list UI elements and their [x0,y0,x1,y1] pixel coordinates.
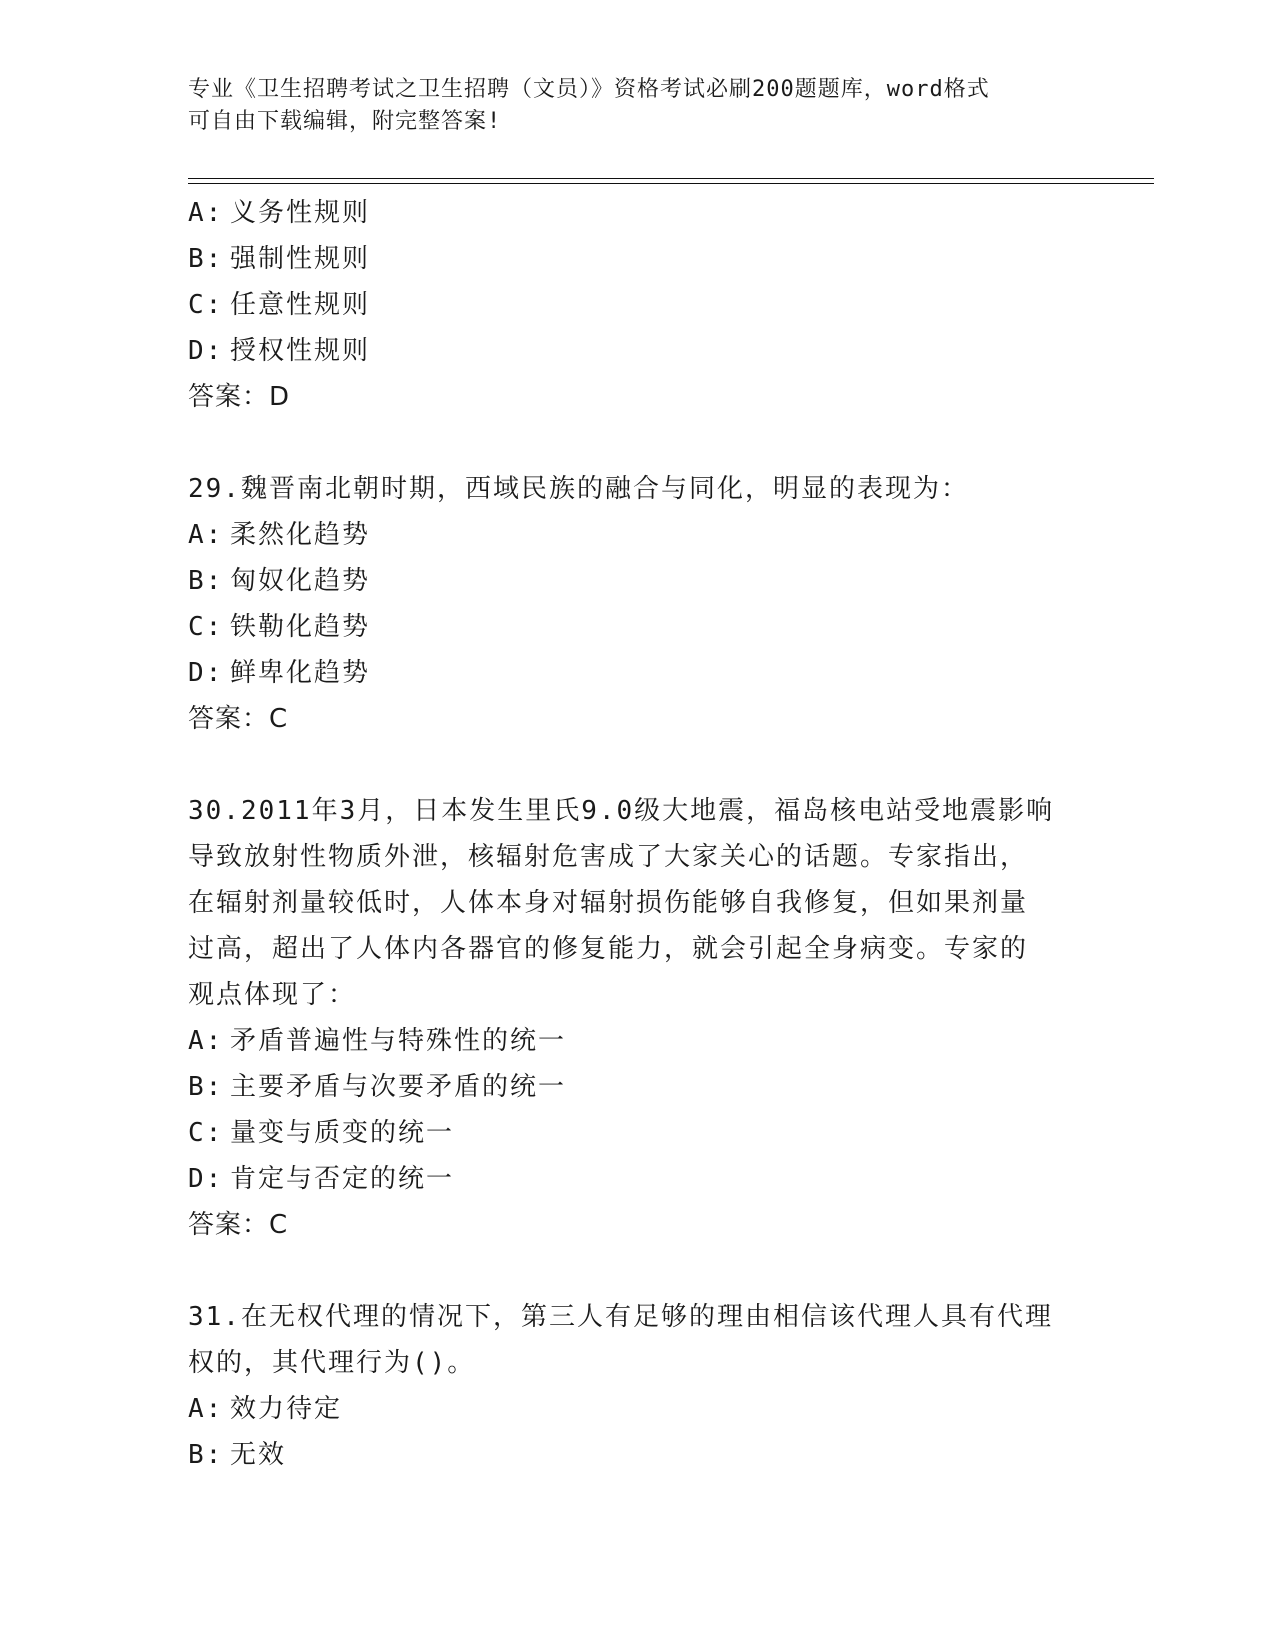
option-a: A: 效力待定 [188,1394,343,1424]
option-a: A: 矛盾普遍性与特殊性的统一 [188,1026,567,1056]
spacer [188,420,1088,466]
option-b: B: 匈奴化趋势 [188,566,371,596]
option-c: C: 任意性规则 [188,290,371,320]
option-d: D: 鲜卑化趋势 [188,658,371,688]
question-31 [188,1294,1088,1478]
question-text: 权的，其代理行为()。 [188,1348,476,1378]
document-header [188,74,1088,138]
question-text: 30.2011年3月，日本发生里氏9.0级大地震，福岛核电站受地震影响 [188,796,1055,826]
question-text: 在辐射剂量较低时，人体本身对辐射损伤能够自我修复，但如果剂量 [188,888,1029,918]
option-a: A: 义务性规则 [188,198,371,228]
header-rule-bottom [188,183,1154,184]
question-list [188,190,1088,1478]
header-line-2: 可自由下载编辑，附完整答案! [188,109,502,134]
option-c: C: 铁勒化趋势 [188,612,371,642]
option-d: D: 授权性规则 [188,336,371,366]
spacer [188,742,1088,788]
question-text: 29.魏晋南北朝时期，西域民族的融合与同化，明显的表现为： [188,474,969,504]
option-a: A: 柔然化趋势 [188,520,371,550]
option-b: B: 主要矛盾与次要矛盾的统一 [188,1072,567,1102]
option-d: D: 肯定与否定的统一 [188,1164,455,1194]
question-text: 观点体现了： [188,980,357,1010]
option-b: B: 强制性规则 [188,244,371,274]
option-b: B: 无效 [188,1440,287,1470]
header-rule-top [188,178,1154,179]
answer: 答案：C [188,1210,289,1240]
answer: 答案：C [188,704,289,734]
question-text: 过高，超出了人体内各器官的修复能力，就会引起全身病变。专家的 [188,934,1029,964]
question-29 [188,466,1088,742]
question-text: 31.在无权代理的情况下，第三人有足够的理由相信该代理人具有代理 [188,1302,1053,1332]
answer: 答案：D [188,382,291,412]
spacer [188,1248,1088,1294]
question-text: 导致放射性物质外泄，核辐射危害成了大家关心的话题。专家指出， [188,842,1029,872]
question-30 [188,788,1088,1248]
header-line-1: 专业《卫生招聘考试之卫生招聘（文员）》资格考试必刷200题题库，word格式 [188,77,990,102]
question-28-continued [188,190,1088,420]
option-c: C: 量变与质变的统一 [188,1118,455,1148]
